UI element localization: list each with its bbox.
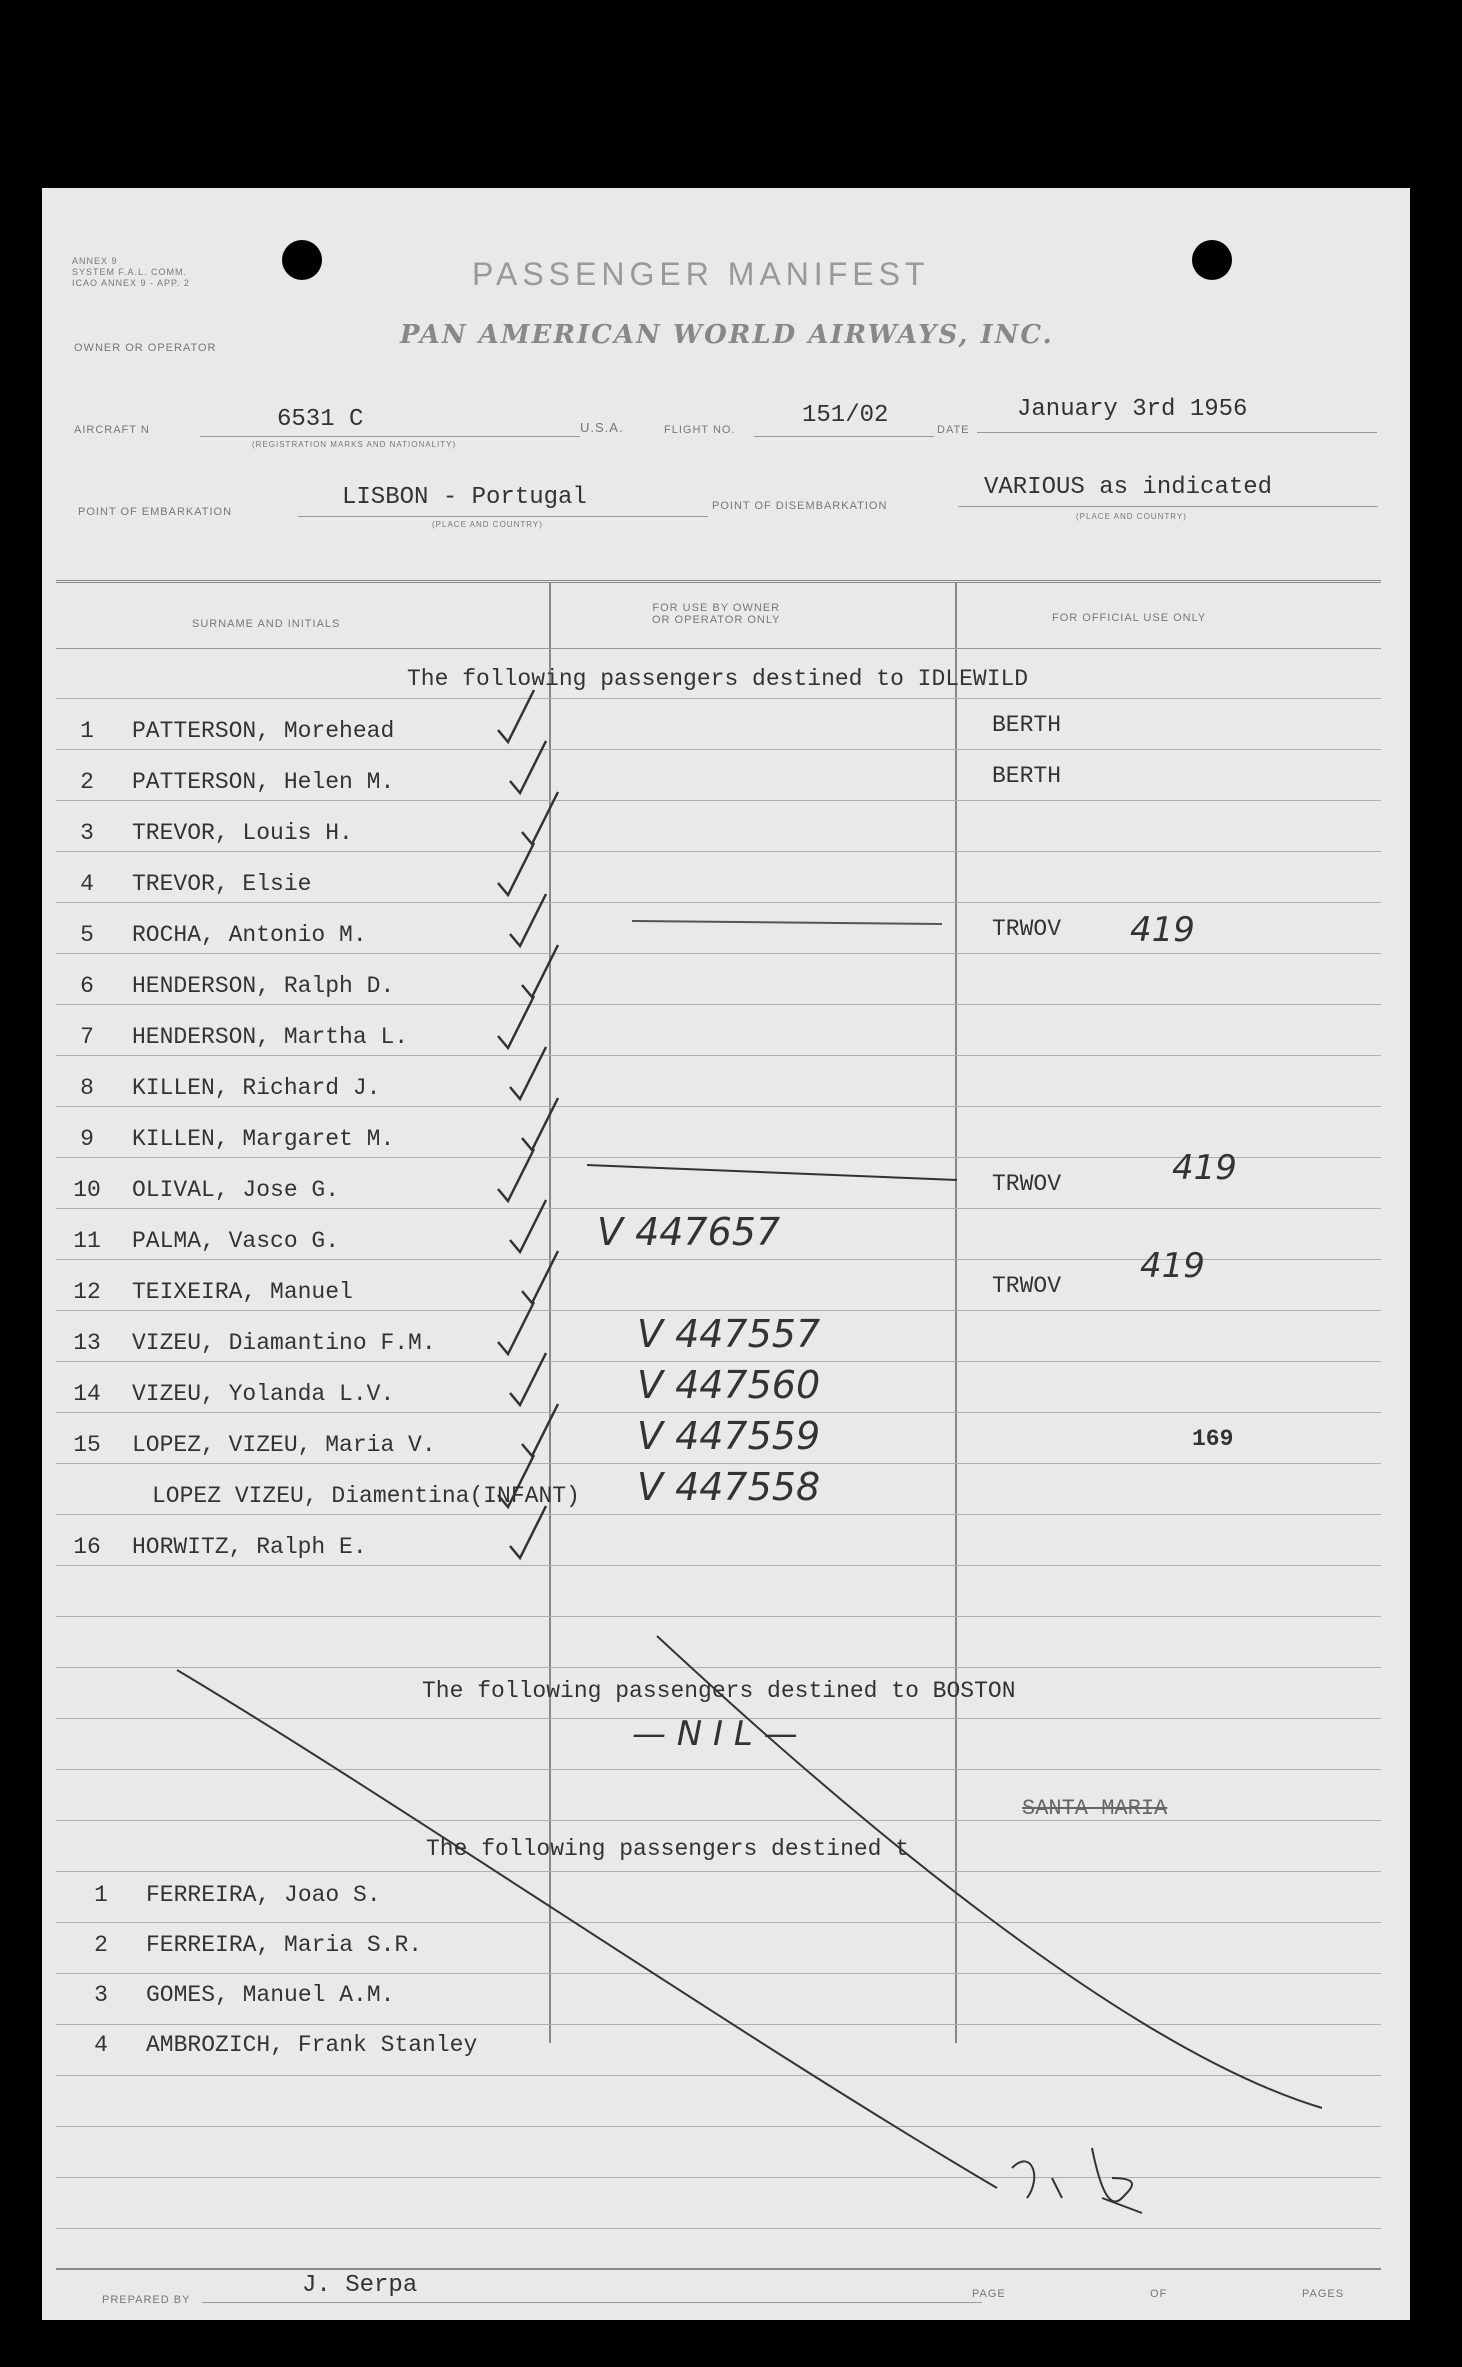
passenger-name: FERREIRA, Maria S.R. [146,1932,423,1958]
check-mark [522,792,558,844]
aircraft-number: 6531 C [277,406,364,433]
passenger-name: PATTERSON, Morehead [132,718,395,744]
check-mark [522,1404,558,1456]
row-number: 3 [94,1982,108,2008]
row-number: 8 [80,1075,94,1101]
flight-date: January 3rd 1956 [1017,396,1248,423]
row-number: 14 [73,1381,101,1407]
pages-label: PAGES [1302,2288,1345,2300]
passenger-name: ROCHA, Antonio M. [132,922,367,948]
row-number: 2 [80,769,94,795]
disembark-sublabel: (PLACE AND COUNTRY) [1076,512,1187,521]
handwritten-419-row12: 419 [1140,1246,1205,1286]
passenger-name: KILLEN, Richard J. [132,1075,381,1101]
official-use-entry: TRWOV [992,1273,1062,1299]
embark-value: LISBON - Portugal [342,484,587,511]
prepared-by-label: PREPARED BY [102,2294,191,2306]
operator-ticket-number: V 447557 [637,1312,821,1356]
embark-label: POINT OF EMBARKATION [78,506,233,518]
check-mark [510,1200,546,1252]
passenger-name: TEIXEIRA, Manuel [132,1279,353,1305]
passenger-name: LOPEZ VIZEU, Diamentina(INFANT) [152,1483,580,1509]
passenger-name: LOPEZ, VIZEU, Maria V. [132,1432,436,1458]
passenger-name: AMBROZICH, Frank Stanley [146,2032,478,2058]
passenger-name: PALMA, Vasco G. [132,1228,340,1254]
section3-place: SANTA MARIA [1022,1796,1168,1821]
passenger-name: PATTERSON, Helen M. [132,769,395,795]
column-surname: SURNAME AND INITIALS [192,618,341,630]
operator-ticket-number: V 447657 [597,1210,781,1254]
owner-label: OWNER OR OPERATOR [74,342,217,354]
check-mark [498,1302,534,1354]
aircraft-label: AIRCRAFT N [74,424,150,436]
row-number: 7 [80,1024,94,1050]
manifest-sheet [42,188,1410,2320]
section2-heading: The following passengers destined to BOSTON [422,1678,1016,1704]
column-official: FOR OFFICIAL USE ONLY [1052,612,1207,624]
official-use-entry: TRWOV [992,916,1062,942]
row-number: 3 [80,820,94,846]
row-number: 13 [73,1330,101,1356]
official-use-entry: 169 [1192,1426,1234,1452]
check-mark [522,1098,558,1150]
embark-sublabel: (PLACE AND COUNTRY) [432,520,543,529]
passenger-name: OLIVAL, Jose G. [132,1177,340,1203]
passenger-name: KILLEN, Margaret M. [132,1126,395,1152]
dash-row10 [587,1165,957,1180]
check-mark [498,843,534,895]
cross-out-stroke [177,1670,997,2188]
form-reference: ANNEX 9 SYSTEM F.A.L. COMM. ICAO ANNEX 9 - APP. 2 [72,256,190,288]
row-number: 2 [94,1932,108,1958]
check-mark [498,690,534,742]
handwritten-419-row5: 419 [1130,910,1195,950]
passenger-name: HORWITZ, Ralph E. [132,1534,367,1560]
cross-out-stroke-2 [657,1636,1322,2108]
passenger-name: TREVOR, Elsie [132,871,312,897]
row-number: 1 [80,718,94,744]
check-mark [498,1455,534,1507]
check-mark [510,1506,546,1558]
passenger-name: HENDERSON, Ralph D. [132,973,395,999]
check-mark [498,1149,534,1201]
handwriting-overlay [42,188,1410,2320]
nil-note: — N I L — [632,1714,798,1754]
dash-row5 [632,921,942,924]
passenger-name: GOMES, Manuel A.M. [146,1982,395,2008]
check-mark [510,1047,546,1099]
passenger-name: TREVOR, Louis H. [132,820,353,846]
page-label: PAGE [972,2288,1006,2300]
passenger-name: FERREIRA, Joao S. [146,1882,381,1908]
official-use-entry: BERTH [992,763,1062,789]
row-number: 4 [80,871,94,897]
row-number: 11 [73,1228,101,1254]
check-mark [522,945,558,997]
row-number: 6 [80,973,94,999]
disembark-label: POINT OF DISEMBARKATION [712,500,888,512]
check-mark [510,741,546,793]
row-number: 1 [94,1882,108,1908]
of-label: OF [1150,2288,1168,2300]
row-number: 12 [73,1279,101,1305]
disembark-value: VARIOUS as indicated [984,474,1273,501]
handwritten-419-row10: 419 [1172,1148,1237,1188]
official-use-entry: TRWOV [992,1171,1062,1197]
official-use-entry: BERTH [992,712,1062,738]
usa-label: U.S.A. [580,420,624,435]
operator-ticket-number: V 447558 [637,1465,821,1509]
passenger-name: VIZEU, Diamantino F.M. [132,1330,436,1356]
flight-label: FLIGHT NO. [664,424,736,436]
date-label: DATE [937,424,970,436]
check-mark [522,1251,558,1303]
row-number: 15 [73,1432,101,1458]
passenger-name: HENDERSON, Martha L. [132,1024,409,1050]
prepared-by: J. Serpa [302,2272,418,2299]
airline-name: PAN AMERICAN WORLD AIRWAYS, INC. [400,320,1054,350]
row-number: 9 [80,1126,94,1152]
row-number: 5 [80,922,94,948]
passenger-name: VIZEU, Yolanda L.V. [132,1381,395,1407]
check-mark [510,1353,546,1405]
initials-scribble [1012,2148,1142,2213]
row-number: 16 [73,1534,101,1560]
operator-ticket-number: V 447559 [637,1414,821,1458]
check-mark [510,894,546,946]
column-operator: FOR USE BY OWNER OR OPERATOR ONLY [652,602,781,626]
section1-heading: The following passengers destined to IDLEWILD [407,666,1029,692]
row-number: 10 [73,1177,101,1203]
aircraft-sublabel: (REGISTRATION MARKS AND NATIONALITY) [252,440,457,449]
row-number: 4 [94,2032,108,2058]
operator-ticket-number: V 447560 [637,1363,821,1407]
flight-number: 151/02 [802,402,889,429]
page-title: PASSENGER MANIFEST [472,256,930,292]
check-mark [498,996,534,1048]
section3-heading: The following passengers destined t [426,1836,910,1862]
